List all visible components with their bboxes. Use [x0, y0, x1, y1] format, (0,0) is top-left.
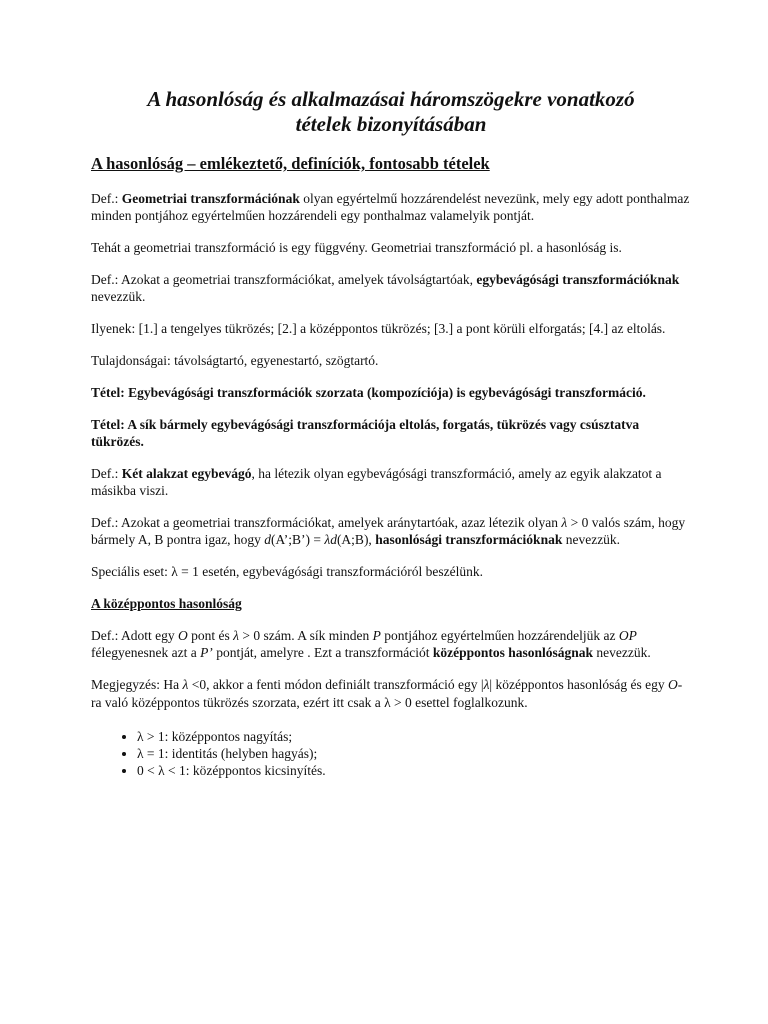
paragraph-function-note: Tehát a geometriai transzformáció is egy függvény. Geometriai transzformáció pl. a hasonlóság is. — [91, 240, 622, 255]
paragraph-def-central-similarity: Def.: Adott egy O pont és λ > 0 szám. A sík minden P pontjához egyértelműen hozzárendeljük az OP félegyenesnek azt a P’ pontját, amelyre . Ezt a transzformációt középpontos hasonlóságnak nevezzük. — [91, 628, 651, 660]
paragraph-def-similarity-transformation: Def.: Azokat a geometriai transzformációkat, amelyek aránytartóak, azaz létezik olyan λ > 0 valós szám, hogy bármely A, B pontra igaz, hogy d(A’;B’) = λd(A;B), hasonlósági transzformációknak nevezzük. — [91, 515, 686, 547]
title-line-1: A hasonlóság és alkalmazásai háromszögekre vonatkozó — [147, 87, 635, 111]
theorem-plane-isometries: Tétel: A sík bármely egybevágósági transzformációja eltolás, forgatás, tükrözés vagy csúsztatva tükrözés. — [91, 417, 640, 449]
paragraph-remark: Megjegyzés: Ha λ <0, akkor a fenti módon definiált transzformáció egy |λ| középpontos hasonlóság és egy O-ra való középpontos tükrözés szorzata, ezért itt csak a λ > 0 esettel foglalkozunk. — [91, 677, 683, 710]
paragraph-properties: Tulajdonságai: távolságtartó, egyenestartó, szögtartó. — [91, 353, 379, 368]
bullet-list-lambda-cases — [91, 728, 691, 779]
list-item: • 0 < λ < 1: középpontos kicsinyítés. — [137, 762, 691, 779]
theorem-composition: Tétel: Egybevágósági transzformációk szorzata (kompozíciója) is egybevágósági transzformáció. — [91, 385, 646, 400]
list-item: • λ = 1: identitás (helyben hagyás); — [137, 745, 691, 762]
paragraph-def-geometric-transformation: Def.: Geometriai transzformációnak olyan egyértelmű hozzárendelést nevezünk, mely egy adott ponthalmaz minden pontjához egyértelműen hozzárendeli egy ponthalmaz valamelyik pontját. — [91, 191, 690, 223]
paragraph-def-congruent-shapes: Def.: Két alakzat egybevágó, ha létezik olyan egybevágósági transzformáció, amely az egyik alakzatot a másikba viszi. — [91, 466, 662, 498]
list-item: • λ > 1: középpontos nagyítás; — [137, 728, 691, 745]
paragraph-special-case: Speciális eset: λ = 1 esetén, egybevágósági transzformációról beszélünk. — [91, 564, 484, 579]
document-page — [91, 87, 691, 779]
paragraph-def-congruence-transformation: Def.: Azokat a geometriai transzformációkat, amelyek távolságtartóak, egybevágósági transzformációknak nevezzük. — [91, 272, 680, 304]
section-title-similarity: A hasonlóság – emlékeztető, definíciók, fontosabb tételek — [91, 154, 490, 173]
paragraph-examples: Ilyenek: [1.] a tengelyes tükrözés; [2.] a középpontos tükrözés; [3.] a pont körüli elforgatás; [4.] az eltolás. — [91, 321, 666, 336]
title-line-2: tételek bizonyításában — [295, 112, 487, 136]
document-title — [91, 87, 691, 137]
section-title-central-similarity: A középpontos hasonlóság — [91, 596, 242, 611]
